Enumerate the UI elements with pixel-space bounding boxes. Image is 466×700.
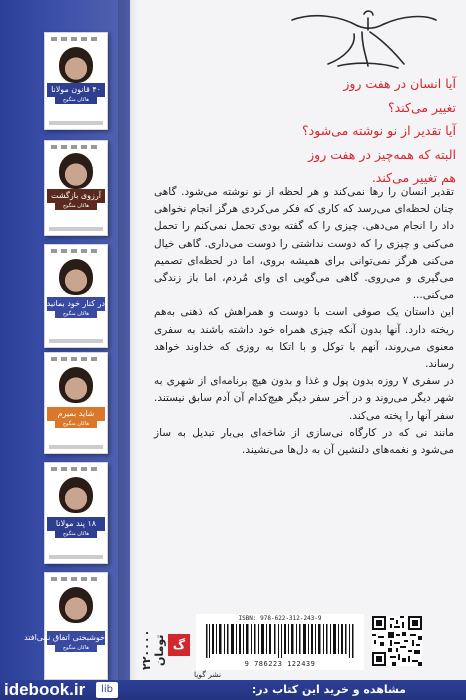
intro-line: آیا تقدیر از نو نوشته می‌شود؟: [302, 123, 456, 138]
thumbnail-subtitle: هاکان منگوچ: [55, 531, 97, 538]
thumbnail-top-text: [51, 37, 101, 41]
synopsis-paragraph: تقدیر انسان را رها نمی‌کند و هر لحظه از نو نوشته می‌شود. گاهی چنان لحظه‌ای می‌رسد که کاری که فکر می‌کردی هرگز انجام نخواهی داد را انجام می‌دهی. چیزی را که گفته بودی تحمل نمی‌کنم را تحمل می‌کنی و چیزی را که دوست نداشتی را دوست می‌داری. گاهی خیال می‌کنی هرگز نمی‌توانی برای همیشه بروی، اما در لحظه‌ای تصمیم می‌گیری و می‌روی. گاهی می‌گویی ای وای مُردم، اما باز زندگی می‌کنی...: [154, 186, 454, 302]
bottom-info-area: [130, 590, 466, 680]
author-portrait: [59, 477, 93, 513]
thumbnail-subtitle: هاکان منگوچ: [55, 645, 97, 652]
thumbnail-title: شاید بمیرم: [47, 407, 105, 421]
book-thumbnail-3: [44, 244, 108, 348]
synopsis-paragraph: این داستان یک صوفی است با دوست و همراهش که ذهنی به‌هم ریخته دارد. آنها بدون آنکه چیزی همراه خود داشته باشند به سفری معنوی می‌روند، آنهم با توکل و با اتکا به روزی که خداوند خواهد رساند.: [154, 306, 454, 371]
qr-code-icon: [372, 616, 422, 666]
thumbnail-title: در کنار خود بمانید: [47, 297, 105, 311]
thumbnail-bottom-band: [49, 445, 103, 449]
synopsis-paragraph: در سفری ۷ روزه بدون پول و غذا و بدون هیچ برنامه‌ای از شهری به شهر دیگر می‌روند و در آخر سفر دیگر هیچ‌کدام آن آدم سابق نیستند. سفر آنها را پخته می‌کند.: [154, 375, 454, 422]
intro-questions: [156, 72, 456, 190]
synopsis-paragraph: مانند نی که در کارگاه نی‌سازی از شاخه‌ای بی‌بار تبدیل به ساز می‌شود و نغمه‌های دلنشین آن به دل‌ها می‌نشیند.: [154, 426, 454, 457]
thumbnail-subtitle: هاکان منگوچ: [55, 421, 97, 428]
book-thumbnail-1: [44, 32, 108, 130]
author-portrait: [59, 367, 93, 403]
author-portrait: [59, 153, 93, 189]
price-label: ۲۲۰۰۰۰ تومان: [140, 629, 166, 671]
thumbnail-title: ۴۰ قانون مولانا: [47, 83, 105, 97]
author-portrait: [59, 587, 93, 623]
thumbnail-subtitle: هاکان منگوچ: [55, 203, 97, 210]
thumbnail-bottom-band: [49, 339, 103, 343]
thumbnail-title: ۱۸ پند مولانا: [47, 517, 105, 531]
book-thumbnail-2: [44, 140, 108, 236]
intro-line: هم تغییر می‌کند.: [371, 170, 456, 185]
isbn-label: ISBN: 978-622-312-243-9: [238, 615, 322, 622]
author-portrait: [59, 259, 93, 295]
author-portrait: [59, 47, 93, 83]
book-thumbnail-6: [24, 572, 108, 680]
thumbnail-top-text: [51, 577, 101, 581]
footer-watermark-bar: [0, 680, 466, 700]
publisher-logo-icon: گ: [168, 634, 190, 656]
thumbnail-subtitle: هاکان منگوچ: [55, 311, 97, 318]
barcode-box: [196, 614, 364, 670]
intro-line: آیا انسان در هفت روز: [343, 76, 456, 91]
intro-line: البته که همه‌چیز در هفت روز: [308, 146, 456, 162]
book-thumbnail-5: [44, 462, 108, 564]
barcode-icon: [204, 624, 356, 658]
thumbnail-top-text: [51, 145, 101, 149]
footer-promo-text: مشاهده و خرید این کتاب در:: [251, 683, 406, 696]
thumbnail-bottom-band: [49, 121, 103, 125]
barcode-number: 9 786223 122439: [244, 660, 316, 668]
thumbnail-bottom-band: [49, 555, 103, 559]
thumbnail-title: خوشبختی اتفاق نمی‌افتد: [47, 631, 105, 645]
thumbnail-top-text: [51, 467, 101, 471]
synopsis-body: [154, 184, 454, 459]
thumbnail-top-text: [51, 249, 101, 253]
book-thumbnail-4: [44, 352, 108, 454]
intro-line: تغییر می‌کند؟: [388, 99, 456, 115]
site-logo-tag: lib: [96, 682, 118, 698]
site-logo[interactable]: idebook.ir: [4, 680, 86, 699]
thumbnail-bottom-band: [49, 227, 103, 231]
thumbnail-top-text: [51, 357, 101, 361]
thumbnail-subtitle: هاکان منگوچ: [55, 97, 97, 104]
publisher-name: نشر گویا: [194, 670, 222, 679]
thumbnail-title: آرزوی بازگشت: [47, 189, 105, 203]
whirling-dervish-icon: [284, 6, 444, 70]
